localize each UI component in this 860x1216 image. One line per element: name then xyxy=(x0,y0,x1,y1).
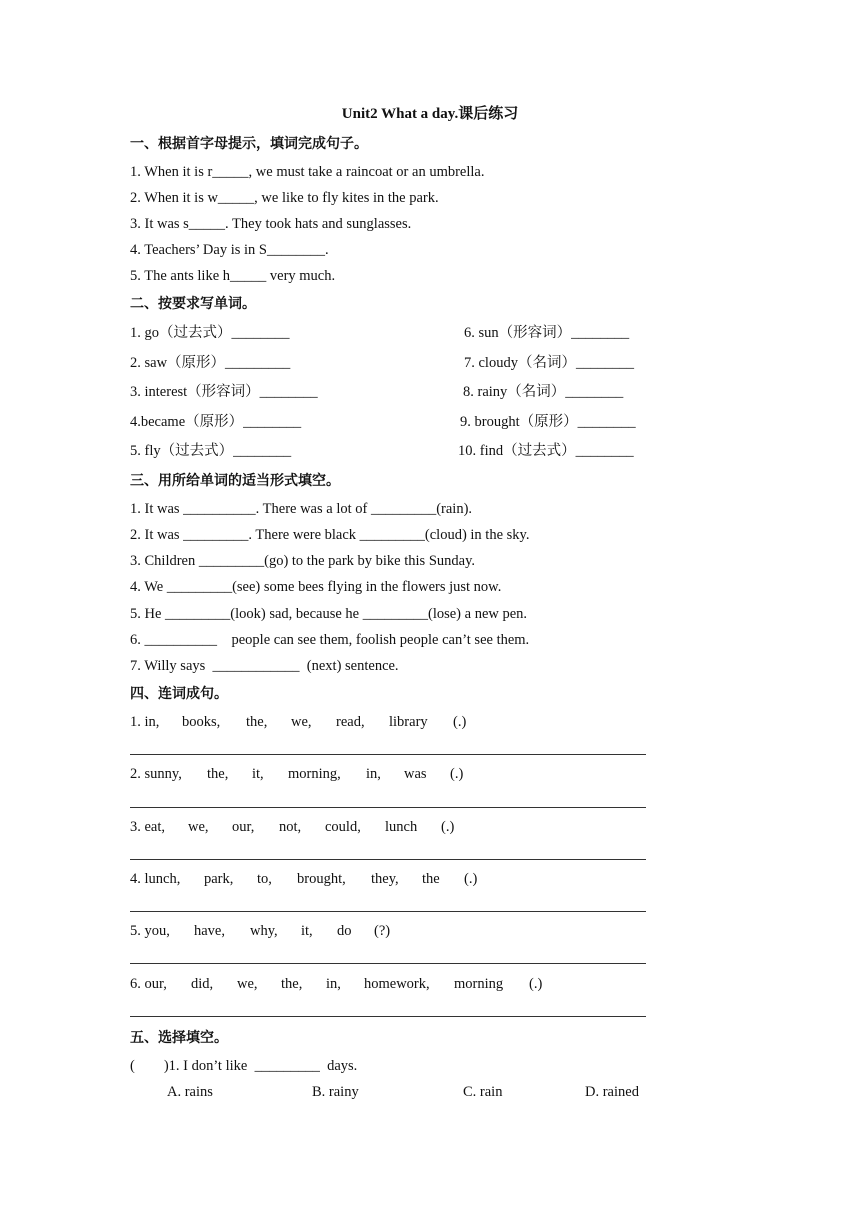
word: they, xyxy=(371,871,399,887)
s2-right-5: 10. find（过去式）________ xyxy=(458,443,634,459)
s2-left-2: 2. saw（原形）_________ xyxy=(130,355,291,371)
s3-item-4: 4. We _________(see) some bees flying in the flowers just now. xyxy=(130,579,502,595)
word: homework, xyxy=(364,976,430,992)
s4-item-3 xyxy=(130,817,454,837)
s5-question-1: ( )1. I don’t like _________ days. xyxy=(130,1058,358,1074)
word: (.) xyxy=(453,714,467,730)
word: read, xyxy=(336,714,365,730)
word: the, xyxy=(246,714,268,730)
word: (.) xyxy=(529,976,543,992)
answer-line-2 xyxy=(130,807,646,808)
word: library xyxy=(389,714,428,730)
word: (?) xyxy=(374,923,391,939)
word: morning xyxy=(454,976,504,992)
word: 5. you, xyxy=(130,923,170,939)
word: could, xyxy=(325,819,361,835)
s4-item-6 xyxy=(130,974,542,994)
word: in, xyxy=(366,766,381,782)
page-title: Unit2 What a day.课后练习 xyxy=(341,106,519,122)
section3-heading: 三、用所给单词的适当形式填空。 xyxy=(130,473,340,489)
s3-item-5: 5. He _________(look) sad, because he _________(lose) a new pen. xyxy=(130,606,528,622)
word: the xyxy=(422,871,440,887)
option-c: C. rain xyxy=(463,1084,503,1100)
answer-line-5 xyxy=(130,963,646,964)
word: brought, xyxy=(297,871,346,887)
s1-item-5: 5. The ants like h_____ very much. xyxy=(130,268,336,284)
section1-heading: 一、根据首字母提示，填词完成句子。 xyxy=(130,136,368,152)
s1-item-1: 1. When it is r_____, we must take a raincoat or an umbrella. xyxy=(130,164,485,180)
s3-item-1: 1. It was __________. There was a lot of _________(rain). xyxy=(130,501,473,517)
section5-heading: 五、选择填空。 xyxy=(130,1030,228,1046)
word: books, xyxy=(182,714,221,730)
word: morning, xyxy=(288,766,341,782)
word: 4. lunch, xyxy=(130,871,181,887)
s4-item-4 xyxy=(130,869,477,889)
word: 6. our, xyxy=(130,976,167,992)
answer-line-3 xyxy=(130,859,646,860)
s2-right-2: 7. cloudy（名词）________ xyxy=(464,355,634,371)
answer-line-1 xyxy=(130,754,646,755)
s4-item-2 xyxy=(130,764,463,784)
option-d: D. rained xyxy=(585,1084,639,1100)
answer-line-6 xyxy=(130,1016,646,1017)
s2-right-1: 6. sun（形容词）________ xyxy=(464,325,630,341)
word: have, xyxy=(194,923,225,939)
word: do xyxy=(337,923,352,939)
s3-item-2: 2. It was _________. There were black _________(cloud) in the sky. xyxy=(130,527,530,543)
word: we, xyxy=(237,976,258,992)
word: was xyxy=(404,766,427,782)
word: the, xyxy=(207,766,229,782)
word: 2. sunny, xyxy=(130,766,182,782)
word: why, xyxy=(250,923,278,939)
s1-item-3: 3. It was s_____. They took hats and sunglasses. xyxy=(130,216,412,232)
option-b: B. rainy xyxy=(312,1084,359,1100)
word: not, xyxy=(279,819,302,835)
word: it, xyxy=(301,923,313,939)
word: lunch xyxy=(385,819,418,835)
word: 1. in, xyxy=(130,714,160,730)
s3-item-6: 6. __________ people can see them, foolish people can’t see them. xyxy=(130,632,530,648)
s4-item-1 xyxy=(130,712,466,732)
word: park, xyxy=(204,871,234,887)
s2-right-3: 8. rainy（名词）________ xyxy=(463,384,624,400)
answer-line-4 xyxy=(130,911,646,912)
section2-heading: 二、按要求写单词。 xyxy=(130,296,256,312)
s2-left-4: 4.became（原形）________ xyxy=(130,414,302,430)
s2-right-4: 9. brought（原形）________ xyxy=(460,414,636,430)
section4-heading: 四、连词成句。 xyxy=(130,686,228,702)
s2-left-3: 3. interest（形容词）________ xyxy=(130,384,318,400)
s3-item-3: 3. Children _________(go) to the park by bike this Sunday. xyxy=(130,553,476,569)
word: the, xyxy=(281,976,303,992)
word: did, xyxy=(191,976,214,992)
option-a: A. rains xyxy=(167,1084,213,1100)
s1-item-2: 2. When it is w_____, we like to fly kites in the park. xyxy=(130,190,439,206)
word: our, xyxy=(232,819,255,835)
word: in, xyxy=(326,976,341,992)
s2-left-1: 1. go（过去式）________ xyxy=(130,325,290,341)
s3-item-7: 7. Willy says ____________ (next) sentence. xyxy=(130,658,399,674)
s2-left-5: 5. fly（过去式）________ xyxy=(130,443,292,459)
word: (.) xyxy=(441,819,455,835)
word: we, xyxy=(291,714,312,730)
word: (.) xyxy=(464,871,478,887)
word: (.) xyxy=(450,766,464,782)
s4-item-5 xyxy=(130,921,390,941)
word: 3. eat, xyxy=(130,819,166,835)
word: we, xyxy=(188,819,209,835)
s1-item-4: 4. Teachers’ Day is in S________. xyxy=(130,242,329,258)
word: to, xyxy=(257,871,272,887)
word: it, xyxy=(252,766,264,782)
